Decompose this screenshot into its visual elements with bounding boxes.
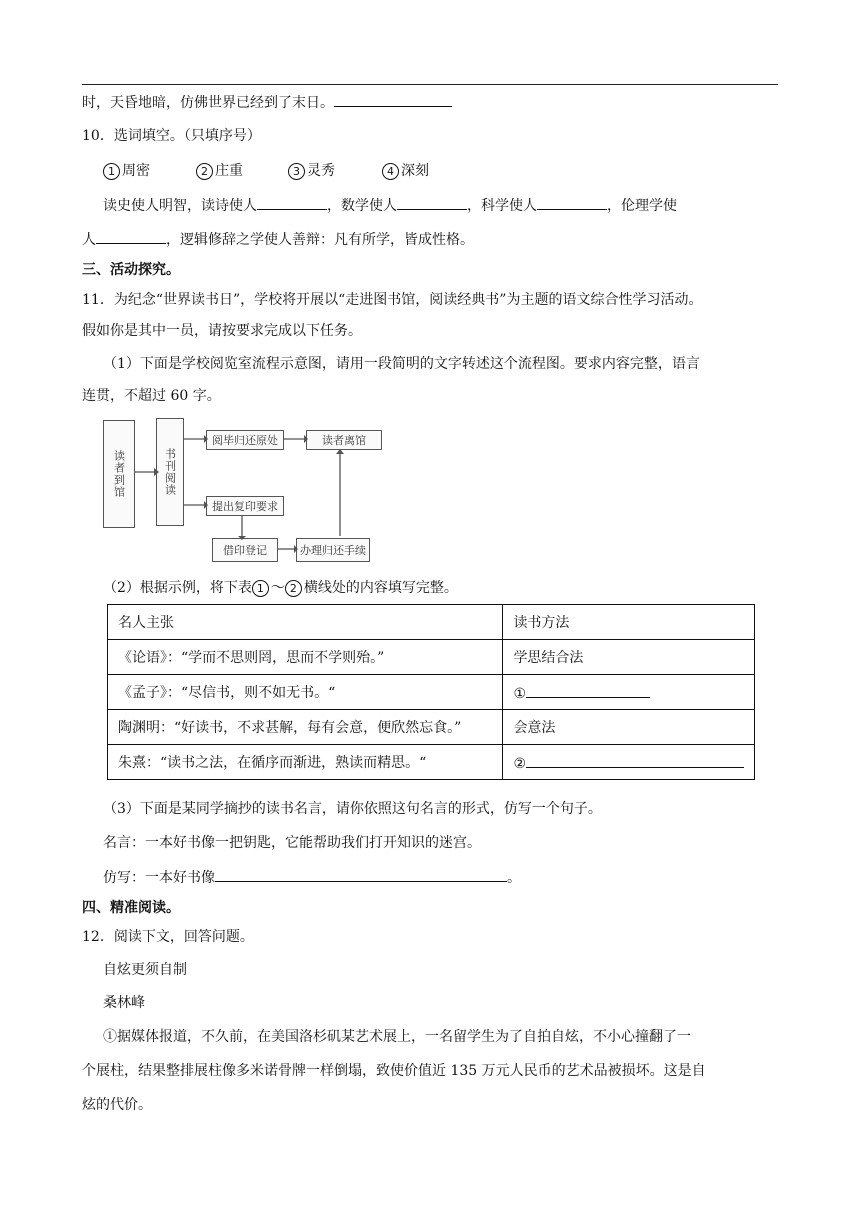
q11-intro-line2: 假如你是其中一员，请按要求完成以下任务。 [82,323,362,339]
text-segment: ，数学使人 [327,198,397,214]
table-row [108,675,755,710]
table-row [108,640,755,675]
table-header-cell: 名人主张 [108,605,503,640]
table-row [108,745,755,780]
article-para1-line1: ①据媒体报道，不久前，在美国洛杉矶某艺术展上，一名留学生为了自拍自炫，不小心撞翻了一 [103,1029,691,1045]
circled-number: 2 [196,163,213,180]
table-cell-method: 学思结合法 [503,640,755,675]
option-word: 深刻 [401,163,429,179]
article-para1-line2: 个展柱，结果整排展柱像多米诺骨牌一样倒塌，致使价值近 135 万元人民币的艺术品被损坏。这是自 [82,1063,706,1079]
q9-tail-text: 时，天昏地暗，仿佛世界已经到了末日。 [82,95,334,111]
q11-imitate-line [103,867,521,888]
option-3 [288,161,335,181]
blank-marker: ① [513,685,526,702]
option-word: 灵秀 [307,163,335,179]
q11-part2-title [103,578,458,598]
q11-part1-line1: （1）下面是学校阅览室流程示意图，请用一段简明的文字转述这个流程图。要求内容完整，语言 [103,356,700,372]
flow-box-copy-request: 提出复印要求 [206,496,284,516]
text-segment: ，逻辑修辞之学使人善辩：凡有所学，皆成性格。 [166,232,474,248]
text-segment: 。 [507,870,521,886]
answer-blank[interactable] [526,753,744,768]
q10-sentence-line2 [82,229,474,250]
flow-box-leave: 读者离馆 [306,430,382,450]
table-header-row [108,605,755,640]
flow-box-read: 书刊阅读 [156,418,184,526]
option-2 [196,161,243,181]
flow-box-return-procedure: 办理归还手续 [296,538,370,562]
reading-method-table [107,604,755,780]
answer-blank[interactable] [334,92,452,107]
text-segment: 读史使人明智，读诗使人 [103,198,257,214]
section-3-heading: 三、活动探究。 [82,262,180,278]
answer-blank[interactable] [526,683,650,698]
blank-marker: ② [513,755,526,772]
section-4-heading: 四、精准阅读。 [82,900,180,916]
q11-quote: 名言：一本好书像一把钥匙，它能帮助我们打开知识的迷宫。 [103,835,481,851]
option-word: 周密 [122,163,150,179]
table-cell-claim: 《论语》：“学而不思则罔，思而不学则殆。” [108,640,503,675]
option-word: 庄重 [215,163,243,179]
circled-number: 4 [382,163,399,180]
q9-tail-line [82,92,452,113]
q11-part3-title: （3）下面是某同学摘抄的读书名言，请你依照这句名言的形式，仿写一个句子。 [103,801,602,817]
answer-blank[interactable] [257,195,327,210]
text-segment: 横线处的内容填写完整。 [303,580,458,596]
option-1 [103,161,150,181]
flow-box-arrive: 读者到馆 [103,420,135,528]
circled-number: 3 [288,163,305,180]
circled-number: 1 [103,163,120,180]
q11-part1-line2: 连贯，不超过 60 字。 [82,388,221,404]
answer-blank[interactable] [96,229,166,244]
q11-intro-line1: 11．为纪念“世界读书日”，学校将开展以“走进图书馆，阅读经典书”为主题的语文综合性学习活动。 [82,292,703,308]
text-segment: 仿写：一本好书像 [103,870,215,886]
table-row [108,710,755,745]
table-cell-claim: 《孟子》：“尽信书，则不如无书。“ [108,675,503,710]
q12-intro: 12．阅读下文，回答问题。 [82,929,254,945]
text-segment: ～ [270,580,285,596]
q10-title: 10．选词填空。（只填序号） [82,128,261,144]
option-4 [382,161,429,181]
circled-number: 1 [252,580,269,597]
q10-sentence-line1 [103,195,677,216]
article-title: 自炫更须自制 [103,962,187,978]
reading-room-flowchart [100,412,370,568]
table-cell-method-blank [503,745,755,780]
article-para1-line3: 炫的代价。 [82,1097,152,1113]
table-header-cell: 读书方法 [503,605,755,640]
article-author: 桑林峰 [103,995,145,1011]
answer-blank[interactable] [397,195,467,210]
table-cell-claim: 朱熹：“读书之法，在循序而渐进，熟读而精思。“ [108,745,503,780]
table-cell-method-blank [503,675,755,710]
flow-arrows [100,412,370,568]
circled-number: 2 [285,580,302,597]
answer-blank[interactable] [537,195,607,210]
answer-blank[interactable] [215,867,507,882]
top-rule [82,84,778,85]
text-segment: ，科学使人 [467,198,537,214]
flow-box-return-place: 阅毕归还原处 [206,430,284,450]
text-segment: ，伦理学使 [607,198,677,214]
table-cell-claim: 陶渊明：“好读书，不求甚解，每有会意，便欣然忘食。” [108,710,503,745]
flow-box-borrow-register: 借印登记 [212,538,278,562]
text-segment: 人 [82,232,96,248]
text-segment: （2）根据示例，将下表 [103,580,252,596]
table-cell-method: 会意法 [503,710,755,745]
